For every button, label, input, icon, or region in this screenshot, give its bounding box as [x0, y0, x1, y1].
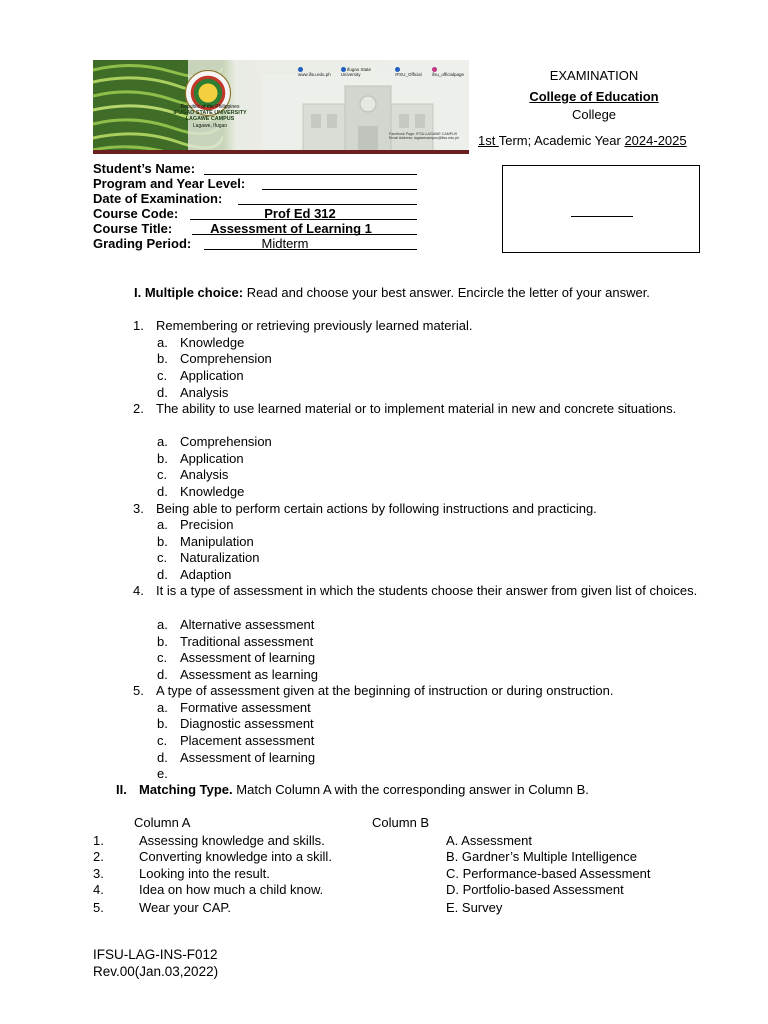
- section-1-heading: [134, 285, 650, 300]
- banner-bottom-bar: [93, 150, 469, 154]
- grading-period-value: Midterm: [261, 236, 309, 251]
- term-value: 1st: [478, 133, 499, 148]
- term-line: [478, 133, 726, 148]
- question-text: The ability to use learned material or to implement material in new and concrete situations.: [156, 401, 677, 416]
- exam-date-field[interactable]: [238, 192, 417, 205]
- college-name: College of Education: [529, 89, 659, 104]
- twitter-link: IFSU_Official: [395, 67, 426, 77]
- question-number: 4.: [133, 583, 144, 598]
- option-2a[interactable]: a. Comprehension: [157, 434, 272, 449]
- exam-date-label: Date of Examination:: [93, 191, 223, 206]
- facebook-page-text: Facebook Page: IFSU-LAGAWE CAMPUS: [389, 132, 458, 136]
- section-2-instruction: Match Column A with the corresponding answer in Column B.: [232, 782, 589, 797]
- campus-name: LAGAWE CAMPUS: [185, 116, 235, 123]
- option-3b[interactable]: b. Manipulation: [157, 534, 254, 549]
- score-line[interactable]: [571, 216, 633, 217]
- option-5a[interactable]: a. Formative assessment: [157, 700, 311, 715]
- contact-info: [389, 132, 469, 141]
- course-title-label: Course Title:: [93, 221, 173, 236]
- section-2-number: II.: [116, 782, 127, 797]
- option-4b[interactable]: b. Traditional assessment: [157, 634, 314, 649]
- score-box: [502, 165, 700, 253]
- program-year-label: Program and Year Level:: [93, 176, 246, 191]
- campus-building-image: [263, 74, 469, 154]
- question-text: A type of assessment given at the beginning of instruction or during onstruction.: [156, 683, 614, 698]
- option-5d[interactable]: d. Assessment of learning: [157, 750, 316, 765]
- term-label: Term; Academic Year: [498, 133, 625, 148]
- option-2b[interactable]: b. Application: [157, 451, 244, 466]
- university-banner: [93, 60, 469, 154]
- course-title-value: Assessment of Learning 1: [210, 221, 372, 236]
- course-code-label: Course Code:: [93, 206, 179, 221]
- option-5b[interactable]: b. Diagnostic assessment: [157, 716, 314, 731]
- course-code-value: Prof Ed 312: [264, 206, 336, 221]
- option-3a[interactable]: a. Precision: [157, 517, 234, 532]
- form-revision: Rev.00(Jan.03,2022): [93, 963, 219, 979]
- column-b-header: Column B: [372, 815, 430, 830]
- exam-title: EXAMINATION: [549, 68, 639, 83]
- student-name-field[interactable]: [204, 162, 417, 175]
- option-4a[interactable]: a. Alternative assessment: [157, 617, 315, 632]
- option-5e[interactable]: e.: [157, 766, 168, 781]
- option-1b[interactable]: b. Comprehension: [157, 351, 272, 366]
- question-text: It is a type of assessment in which the students choose their answer from given list of choices.: [156, 583, 698, 598]
- section-1-title: I. Multiple choice:: [134, 285, 244, 300]
- option-1a[interactable]: a. Knowledge: [157, 335, 245, 350]
- question-number: 1.: [133, 318, 144, 333]
- option-2d[interactable]: d. Knowledge: [157, 484, 245, 499]
- question-text: Being able to perform certain actions by following instructions and practicing.: [156, 501, 597, 516]
- section-2-heading: [116, 782, 589, 797]
- campus-location: Lagawe, Ifugao: [192, 122, 228, 129]
- option-2c[interactable]: c. Analysis: [157, 467, 229, 482]
- form-footer: [93, 947, 218, 980]
- option-3c[interactable]: c. Naturalization: [157, 550, 260, 565]
- student-name-label: Student’s Name:: [93, 161, 196, 176]
- college-subtitle: College: [571, 107, 617, 122]
- question-number: 2.: [133, 401, 144, 416]
- grading-period-label: Grading Period:: [93, 236, 192, 251]
- form-code: IFSU-LAG-INS-F012: [93, 947, 218, 962]
- option-1c[interactable]: c. Application: [157, 368, 244, 383]
- option-4d[interactable]: d. Assessment as learning: [157, 667, 319, 682]
- website-link: www.ifsu.edu.ph: [298, 67, 335, 77]
- option-4c[interactable]: c. Assessment of learning: [157, 650, 316, 665]
- facebook-link: Ifugao State University: [340, 66, 371, 78]
- university-text-block: [171, 104, 249, 129]
- university-name: IFUGAO STATE UNIVERSITY: [173, 110, 247, 117]
- column-a-header: Column A: [134, 815, 191, 830]
- question-number: 3.: [133, 501, 144, 516]
- option-5c[interactable]: c. Placement assessment: [157, 733, 315, 748]
- option-1d[interactable]: d. Analysis: [157, 385, 229, 400]
- social-links: [298, 67, 468, 77]
- academic-year: 2024-2025: [624, 133, 687, 148]
- section-1-instruction: Read and choose your best answer. Encircle the letter of your answer.: [243, 285, 650, 300]
- email-address-text: Email Address: lagawecampus@ifsu.edu.ph: [389, 136, 460, 141]
- instagram-link: ifsu_officialpage: [432, 67, 468, 77]
- section-2-title: Matching Type.: [139, 782, 233, 797]
- option-3d[interactable]: d. Adaption: [157, 567, 232, 582]
- program-year-field[interactable]: [262, 177, 417, 190]
- republic-text: Republic of the Philippines: [180, 104, 240, 110]
- question-number: 5.: [133, 683, 144, 698]
- question-text: Remembering or retrieving previously learned material.: [156, 318, 473, 333]
